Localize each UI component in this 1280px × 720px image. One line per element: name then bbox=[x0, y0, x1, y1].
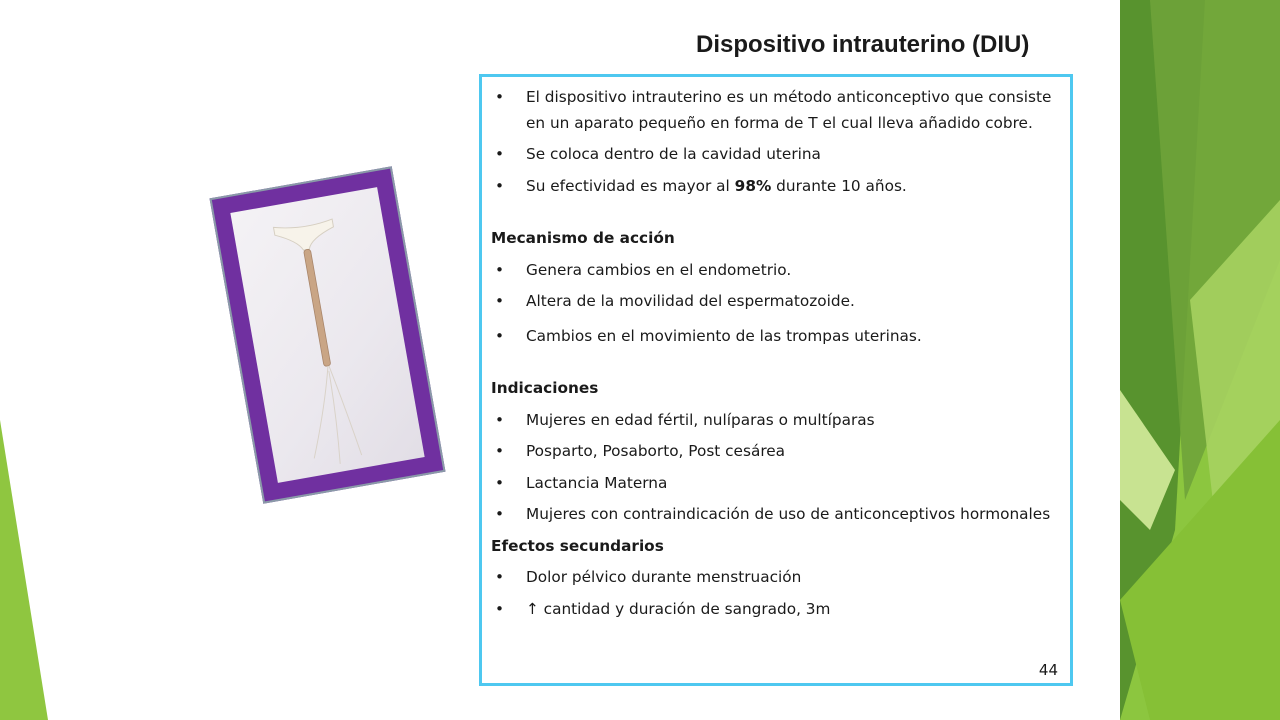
content-text bbox=[491, 85, 1056, 622]
indication-item: • Posparto, Posaborto, Post cesárea bbox=[491, 439, 1056, 465]
heading-side-effects: Efectos secundarios bbox=[491, 536, 664, 555]
indication-item: • Lactancia Materna bbox=[491, 471, 1056, 497]
slide-title: Dispositivo intrauterino (DIU) bbox=[696, 31, 1030, 58]
iud-thread bbox=[299, 363, 363, 468]
mechanism-item: • Altera de la movilidad del espermatozoide. bbox=[491, 289, 1056, 315]
indication-item: • Mujeres en edad fértil, nulíparas o multíparas bbox=[491, 408, 1056, 434]
effectiveness-text-after: durante 10 años. bbox=[771, 176, 907, 195]
side-effect-item: • Dolor pélvico durante menstruación bbox=[491, 565, 1056, 591]
bullet-effectiveness bbox=[491, 174, 1056, 200]
page-number: 44 bbox=[1038, 661, 1058, 679]
effectiveness-percent: 98% bbox=[734, 176, 772, 195]
heading-indications: Indicaciones bbox=[491, 379, 599, 397]
bullet-definition: • El dispositivo intrauterino es un método anticonceptivo que consiste en un aparato pequeño en forma de T el cual lleva añadido cobre. bbox=[491, 85, 1056, 136]
content-box bbox=[479, 74, 1073, 686]
iud-photo bbox=[230, 187, 424, 483]
mechanism-item: • Genera cambios en el endometrio. bbox=[491, 258, 1056, 284]
bullet-placement: • Se coloca dentro de la cavidad uterina bbox=[491, 142, 1056, 168]
side-effect-item: • ↑ cantidad y duración de sangrado, 3m bbox=[491, 597, 1056, 623]
effectiveness-text-before: Su efectividad es mayor al bbox=[526, 176, 735, 195]
mechanism-item: • Cambios en el movimiento de las trompas uterinas. bbox=[491, 324, 1056, 350]
iud-stem bbox=[304, 249, 331, 367]
left-green-triangle bbox=[0, 420, 48, 720]
iud-arms bbox=[274, 217, 337, 254]
iud-illustration bbox=[230, 187, 424, 483]
heading-mechanism: Mecanismo de acción bbox=[491, 229, 675, 247]
indication-item: • Mujeres con contraindicación de uso de anticonceptivos hormonales bbox=[491, 502, 1056, 528]
